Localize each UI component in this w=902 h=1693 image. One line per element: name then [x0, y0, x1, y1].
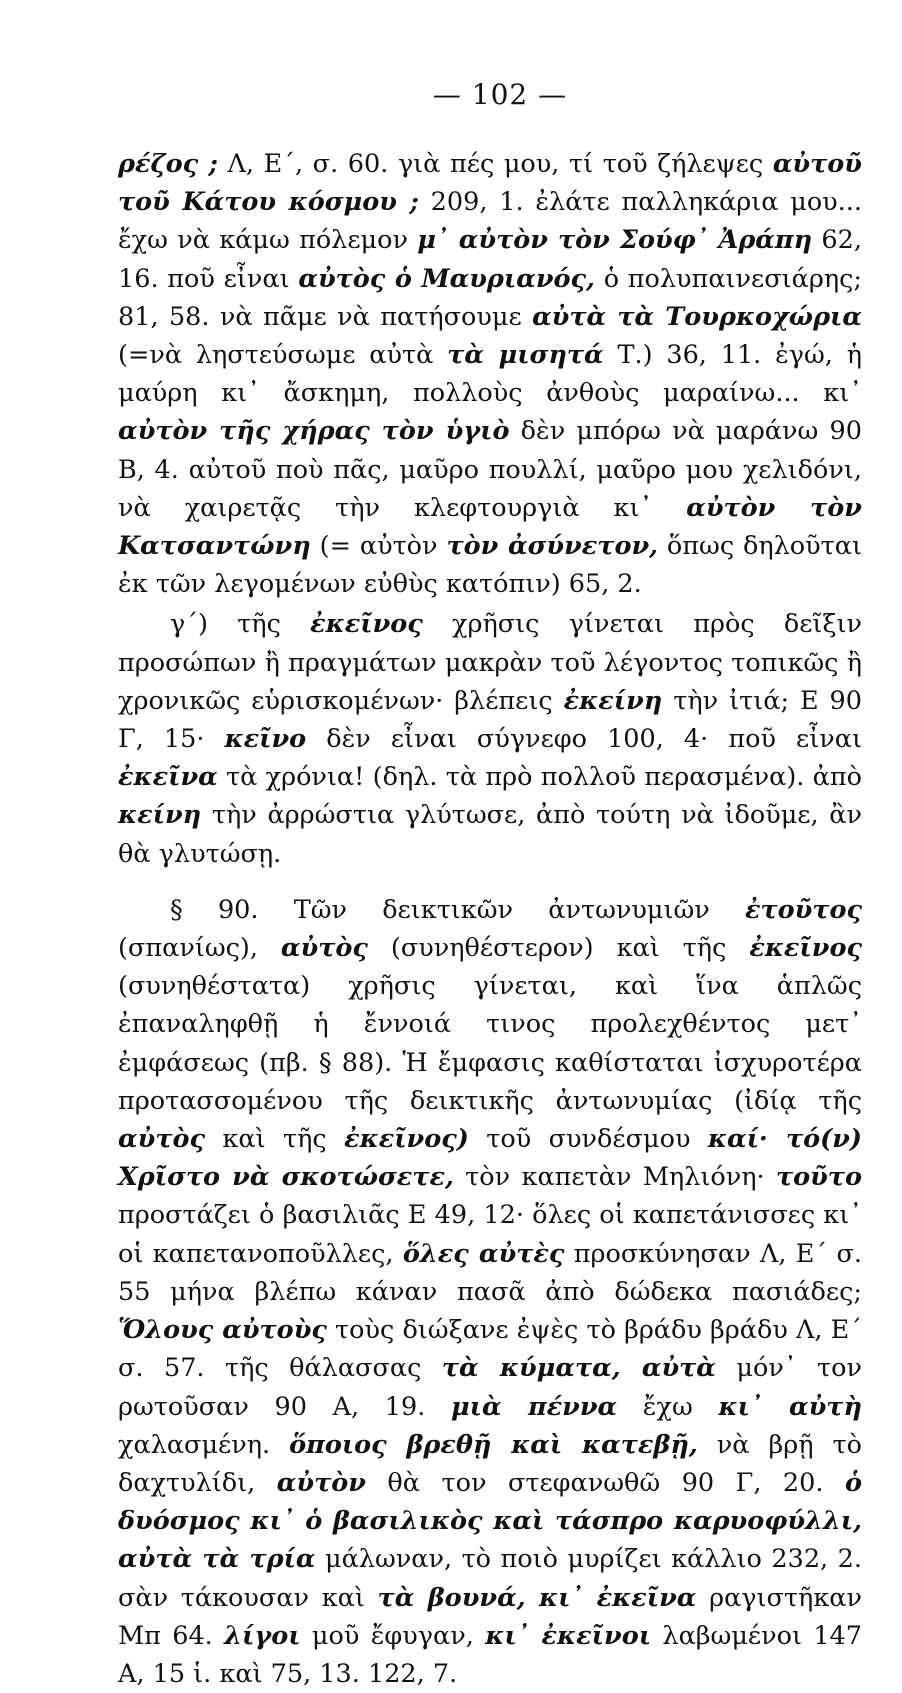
text-run: Λ, Ε΄, σ. 60. γιὰ πές μου, τί τοῦ ζήλεψες: [217, 149, 773, 179]
emphasized-text: μ᾿ αὐτὸν τὸν Σούφ᾿ Ἀράπη: [417, 225, 813, 256]
emphasized-text: αὐτὸν τῆς χήρας τὸν ὑγιὸ: [118, 416, 510, 447]
text-run: γ΄) τῆς: [170, 609, 311, 640]
text-run: λαβωμένοι 147 Α, 15 ἱ. καὶ 75, 13. 122, 7.: [118, 1620, 863, 1689]
text-run: χαλασμένη.: [118, 1429, 290, 1460]
text-run: (= αὐτὸν: [310, 531, 447, 562]
text-run: (=νὰ ληστεύσωμε αὐτὰ: [118, 340, 448, 371]
text-run: τὰ χρόνια! (δηλ. τὰ πρὸ πολλοῦ περασμένα). ἀπὸ: [217, 762, 862, 793]
emphasized-text: ὅλες αὐτὲς: [402, 1238, 565, 1269]
text-run: νὰ βρῇ τὸ δαχτυλίδι,: [118, 1429, 863, 1498]
text-run: (συνηθέστερον) καὶ τῆς: [367, 933, 750, 964]
text-run: ὁ πολυπαινεσιάρης; 81, 58. νὰ πᾶμε νὰ πατήσουμε: [118, 263, 863, 332]
emphasized-text: κι᾿ ἐκεῖνοι: [485, 1620, 652, 1651]
emphasized-text: αὐτὰ τὰ Τουρκοχώρια: [532, 301, 862, 332]
emphasized-text: αὐτοῦ τοῦ Κάτου κόσμου ;: [118, 149, 862, 218]
text-run: τοὺς διώξανε ἐψὲς τὸ βράδυ βράδυ Λ, Ε΄ σ. 57. τῆς θάλασσας: [118, 1315, 862, 1384]
text-run: μοῦ ἔφυγαν,: [300, 1620, 486, 1651]
emphasized-text: μιὰ πέννα: [450, 1391, 618, 1422]
emphasized-text: τὰ κύματα, αὐτὰ: [441, 1353, 716, 1384]
page-number: — 102 —: [432, 78, 568, 111]
emphasized-text: αὐτὸν: [276, 1467, 366, 1498]
emphasized-text: κι᾿ αὐτὴ: [718, 1391, 862, 1422]
text-run: ὅπως δηλοῦται ἐκ τῶν λεγομένων εὐθὺς κατόπιν) 65, 2.: [118, 531, 862, 600]
emphasized-text: τὸν ἀσύνετον,: [446, 531, 659, 562]
emphasized-text: Ὅλους αὐτοὺς: [118, 1315, 327, 1346]
emphasized-text: τὰ βουνά, κι᾿ ἐκεῖνα: [377, 1582, 697, 1613]
text-run: 62, 16. ποῦ εἶναι: [118, 225, 862, 294]
emphasized-text: αὐτὸς ὁ Μαυριανός,: [298, 263, 595, 294]
text-run: Τ.) 36, 11. ἐγώ, ἡ μαύρη κι᾿ ἄσκημη, πολλοὺς ἀνθοὺς μαραίνω... κι᾿: [118, 340, 862, 409]
text-run: προσκύνησαν Λ, Ε΄ σ. 55 μήνα βλέπω κάναν πασᾶ ἀπὸ δώδεκα πασιάδες;: [118, 1238, 863, 1307]
emphasized-text: ἐκείνη: [563, 685, 663, 716]
text-run: τὴν ἰτιά; Ε 90 Γ, 15·: [118, 685, 862, 755]
text-run: δὲν μπόρω νὰ μαράνω 90 Β, 4. αὐτοῦ ποὺ πᾶς, μαῦρο πουλλί, μαῦρο μου χελιδόνι, νὰ χαιρετᾷς τὴν κλεφτουργιὰ κι᾿: [118, 416, 862, 523]
text-run: προστάζει ὁ βασιλιᾶς Ε 49, 12· ὅλες οἱ καπετάνισσες κι᾿ οἱ καπετανοποῦλλες,: [118, 1200, 862, 1269]
emphasized-text: ὅποιος βρεθῇ καὶ κατεβῇ,: [289, 1429, 698, 1460]
emphasized-text: ἐτοῦτος: [744, 894, 862, 925]
emphasized-text: ἐκεῖνος: [749, 933, 862, 964]
paragraph-3: [118, 891, 862, 1693]
emphasized-text: ἐκεῖνος): [344, 1124, 469, 1155]
emphasized-text: κεῖνο: [224, 724, 307, 755]
text-run: χρῆσις γίνεται πρὸς δεῖξιν προσώπων ἢ πραγμάτων μακρὰν τοῦ λέγοντος τοπικῶς ἢ χρονικῶς εὑρισκομένων· βλέπεις: [118, 609, 862, 716]
text-run: ραγιστῆκαν Μπ 64.: [118, 1582, 862, 1651]
emphasized-text: ἐκεῖνος: [310, 609, 423, 640]
text-run: μάλωναν, τὸ ποιὸ μυρίζει κάλλιο 232, 2. σὰν τάκουσαν καὶ: [118, 1544, 862, 1613]
text-run: δὲν εἶναι σύγνεφο 100, 4· ποῦ εἶναι: [306, 724, 862, 755]
emphasized-text: κείνη: [118, 800, 202, 831]
emphasized-text: αὐτὸν τὸν Κατσαντώνη: [118, 492, 862, 562]
paragraph-1: [118, 145, 862, 603]
text-run: § 90. Τῶν δεικτικῶν ἀντωνυμιῶν: [170, 894, 745, 925]
paragraph-2: [118, 605, 862, 872]
text-run: ἔχω: [617, 1391, 719, 1422]
emphasized-text: ὁ δυόσμος κι᾿ ὁ βασιλικὸς καὶ τάσπρο καρυοφύλλι, αὐτὰ τὰ τρία: [118, 1467, 862, 1575]
emphasized-text: αὐτὸς: [280, 933, 368, 964]
text-run: τοῦ συνδέσμου: [468, 1124, 708, 1155]
emphasized-text: τὰ μισητά: [447, 340, 604, 371]
emphasized-text: αὐτὸς: [118, 1124, 206, 1155]
text-run: καὶ τῆς: [205, 1124, 345, 1155]
emphasized-text: ἐκεῖνα: [118, 762, 218, 793]
text-run: (συνηθέστατα) χρῆσις γίνεται, καὶ ἵνα ἁπλῶς ἐπαναληφθῇ ἡ ἔννοιά τινος προλεχθέντος μετ᾿ ἐμφάσεως (πβ. § 88). Ἡ ἔμφασις καθίσταται ἰσχυροτέρα προτασσομένου τῆς δεικτικῆς ἀντωνυμίας (ἰδίᾳ τῆς: [118, 971, 862, 1116]
text-run: (σπανίως),: [118, 933, 281, 964]
text-run: τὴν ἀρρώστια γλύτωσε, ἀπὸ τούτη νὰ ἰδοῦμε, ἂν θὰ γλυτώσῃ.: [118, 800, 862, 869]
emphasized-text: λίγοι: [224, 1620, 301, 1651]
text-run: τὸν καπετὰν Μηλιόνη·: [453, 1162, 776, 1193]
emphasized-text: καί· τό(ν) Χρῖστο νὰ σκοτώσετε,: [118, 1124, 862, 1193]
text-run: μόν᾿ τον ρωτοῦσαν 90 Α, 19.: [118, 1353, 862, 1422]
emphasized-text: ρέζος ;: [118, 149, 218, 179]
emphasized-text: τοῦτο: [775, 1162, 862, 1193]
text-run: 209, 1. ἐλάτε παλληκάρια μου... ἔχω νὰ κάμω πόλεμον: [118, 187, 862, 256]
text-run: θὰ τον στεφανωθῶ 90 Γ, 20.: [365, 1467, 845, 1498]
